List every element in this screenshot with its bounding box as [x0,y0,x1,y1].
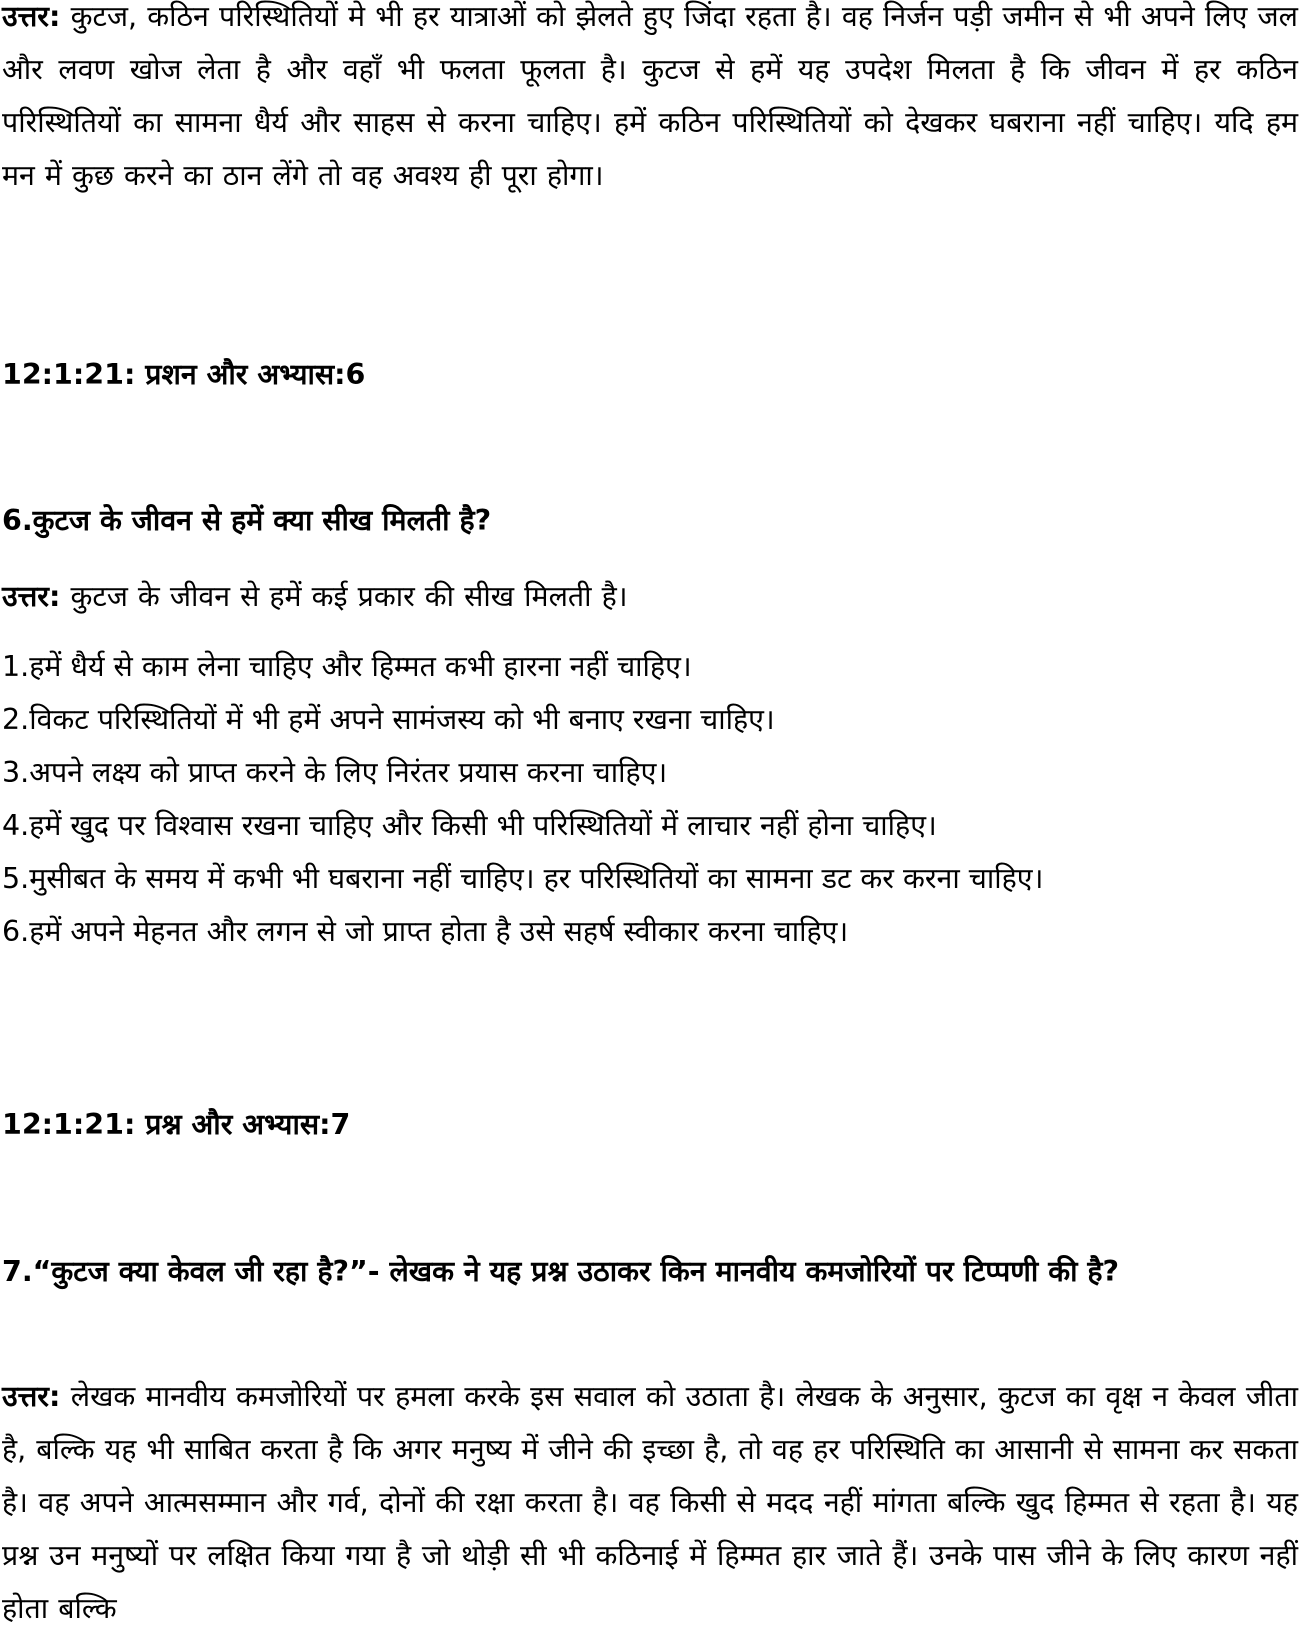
list-item: 4.हमें खुद पर विश्वास रखना चाहिए और किसी भी परिस्थितियों में लाचार नहीं होना चाहिए। [2,809,937,842]
answer-label: उत्तर: [2,580,61,613]
section-heading-7: 12:1:21: प्रश्न और अभ्यास:7 [2,1108,351,1141]
list-item: 5.मुसीबत के समय में कभी भी घबराना नहीं चाहिए। हर परिस्थितियों का सामना डट कर करना चाहिए। [2,862,1044,895]
top-answer-text: कुटज, कठिन परिस्थितियों मे भी हर यात्राओं को झेलते हुए जिंदा रहता है। वह निर्जन पड़ी जमीन से भी अपने लिए जल और लवण खोज लेता है और वहाँ भी फलता फूलता है। कुटज से हमें यह उपदेश मिलता है कि जीवन में हर कठिन परिस्थितियों का सामना धैर्य और साहस से करना चाहिए। हमें कठिन परिस्थितियों को देखकर घबराना नहीं चाहिए। यदि हम मन में कुछ करने का ठान लेंगे तो वह अवश्य ही पूरा होगा। [2,0,1298,192]
section-heading-6: 12:1:21: प्रशन और अभ्यास:6 [2,358,366,391]
list-item: 6.हमें अपने मेहनत और लगन से जो प्राप्त होता है उसे सहर्ष स्वीकार करना चाहिए। [2,915,849,948]
answer-7-text: लेखक मानवीय कमजोरियों पर हमला करके इस सवाल को उठाता है। लेखक के अनुसार, कुटज का वृक्ष न केवल जीता है, बल्कि यह भी साबित करता है कि अगर मनुष्य में जीने की इच्छा है, तो वह हर परिस्थिति का आसानी से सामना कर सकता है। वह अपने आत्मसम्मान और गर्व, दोनों की रक्षा करता है। वह किसी से मदद नहीं मांगता बल्कि खुद हिम्मत से रहता है। यह प्रश्न उन मनुष्यों पर लक्षित किया गया है जो थोड़ी सी भी कठिनाई में हिम्मत हार जाते हैं। उनके पास जीने के लिए कारण नहीं होता बल्कि [2,1380,1299,1625]
answer-label: उत्तर: [2,1380,61,1413]
question-6: 6.कुटज के जीवन से हमें क्या सीख मिलती है? [2,504,492,537]
question-7: 7.“कुटज क्या केवल जी रहा है?”- लेखक ने यह प्रश्न उठाकर किन मानवीय कमजोरियों पर टिप्पणी की है? [2,1255,1120,1288]
answer-6-list [2,640,1298,958]
answer-label: उत्तर: [2,0,61,33]
top-answer-paragraph [2,0,1298,202]
list-item: 1.हमें धैर्य से काम लेना चाहिए और हिम्मत कभी हारना नहीं चाहिए। [2,650,692,683]
answer-6-intro-paragraph [2,570,1298,623]
list-item: 3.अपने लक्ष्य को प्राप्त करने के लिए निरंतर प्रयास करना चाहिए। [2,756,668,789]
list-item: 2.विकट परिस्थितियों में भी हमें अपने सामंजस्य को भी बनाए रखना चाहिए। [2,703,775,736]
answer-7-paragraph [2,1370,1298,1627]
answer-6-intro-text: कुटज के जीवन से हमें कई प्रकार की सीख मिलती है। [70,580,628,613]
